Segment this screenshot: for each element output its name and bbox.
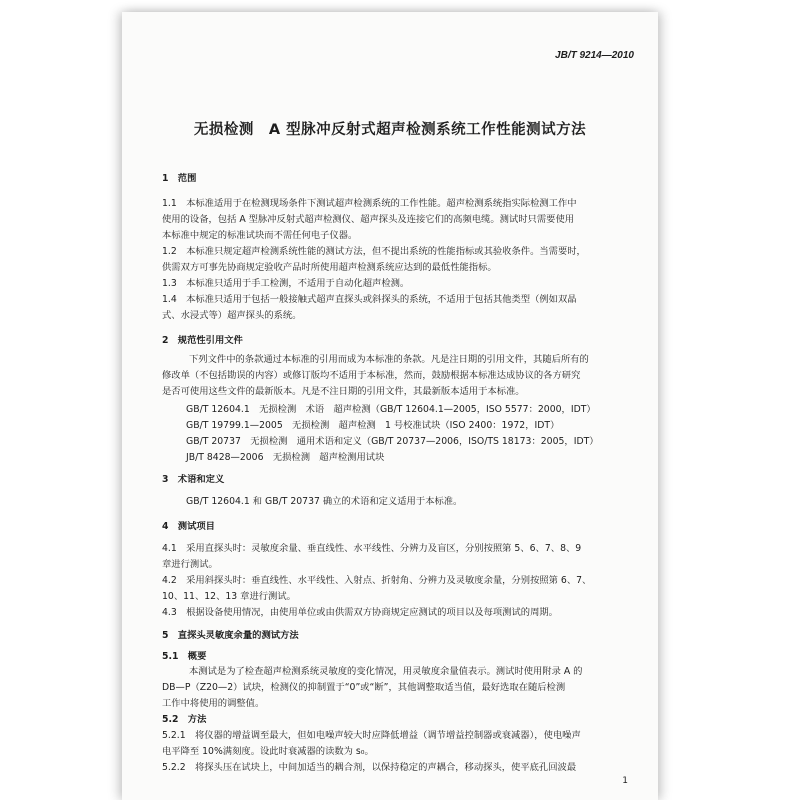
text-line: 4.2 采用斜探头时：垂直线性、水平线性、入射点、折射角、分辨力及灵敏度余量，分别按照第 6、7、	[162, 575, 592, 586]
text-line: 1.4 本标准只适用于包括一般接触式超声直探头或斜探头的系统，不适用于包括其他类型（例如双晶	[162, 294, 577, 305]
subsection-heading: 5.1 概要	[162, 651, 207, 662]
text-line: 本测试是为了检查超声检测系统灵敏度的变化情况，用灵敏度余量值表示。测试时使用附录 A 的	[189, 666, 583, 677]
text-line: 4.3 根据设备使用情况，由使用单位或由供需双方协商规定应测试的项目以及每项测试的周期。	[162, 607, 558, 618]
text-line: 本标准中规定的标准试块而不需任何电子仪器。	[162, 230, 358, 241]
text-line: 工作中将使用的调整值。	[162, 698, 265, 709]
text-line: 5.2.1 将仪器的增益调至最大，但如电噪声较大时应降低增益（调节增益控制器或衰减器），使电噪声	[162, 730, 581, 741]
section-heading: 3 术语和定义	[162, 474, 225, 485]
text-line: 电平降至 10%满刻度。设此时衰减器的读数为 s₀。	[162, 746, 374, 757]
text-line: 供需双方可事先协商规定验收产品时所使用超声检测系统应达到的最低性能指标。	[162, 262, 497, 273]
section-heading: 1 范围	[162, 173, 197, 184]
document-page	[122, 12, 658, 800]
text-line: 式、水浸式等）超声探头的系统。	[162, 310, 302, 321]
text-line: 下列文件中的条款通过本标准的引用而成为本标准的条款。凡是注日期的引用文件，其随后所有的	[189, 354, 589, 365]
text-line: 4.1 采用直探头时：灵敏度余量、垂直线性、水平线性、分辨力及盲区，分别按照第 5、6、7、8、9	[162, 543, 582, 554]
text-line: 修改单（不包括勘误的内容）或修订版均不适用于本标准，然而，鼓励根据本标准达成协议的各方研究	[162, 370, 581, 381]
reference-line: JB/T 8428—2006 无损检测 超声检测用试块	[186, 452, 385, 463]
reference-line: GB/T 19799.1—2005 无损检测 超声检测 1 号校准试块（ISO 2400：1972，IDT）	[186, 420, 560, 431]
standard-number: JB/T 9214—2010	[555, 50, 634, 61]
page-number: 1	[622, 776, 628, 786]
text-line: DB—P（Z20—2）试块，检测仪的抑制置于“0”或“断”，其他调整取适当值，最好选取在随后检测	[162, 682, 566, 693]
text-line: 1.3 本标准只适用于手工检测，不适用于自动化超声检测。	[162, 278, 410, 289]
subsection-heading: 5.2 方法	[162, 714, 207, 725]
document-title: 无损检测 A 型脉冲反射式超声检测系统工作性能测试方法	[193, 122, 587, 138]
section-heading: 5 直探头灵敏度余量的测试方法	[162, 630, 299, 641]
text-line: 1.2 本标准只规定超声检测系统性能的测试方法，但不提出系统的性能指标或其验收条件。当需要时，	[162, 246, 586, 257]
section-heading: 2 规范性引用文件	[162, 335, 243, 346]
reference-line: GB/T 20737 无损检测 通用术语和定义（GB/T 20737—2006，ISO/TS 18173：2005，IDT）	[186, 436, 599, 447]
text-line: 5.2.2 将探头压在试块上，中间加适当的耦合剂，以保持稳定的声耦合，移动探头，使平底孔回波最	[162, 762, 577, 773]
text-line: GB/T 12604.1 和 GB/T 20737 确立的术语和定义适用于本标准。	[186, 496, 463, 507]
reference-line: GB/T 12604.1 无损检测 术语 超声检测（GB/T 12604.1—2005，ISO 5577：2000，IDT）	[186, 404, 596, 415]
text-line: 1.1 本标准适用于在检测现场条件下测试超声检测系统的工作性能。超声检测系统指实际检测工作中	[162, 198, 577, 209]
text-line: 使用的设备，包括 A 型脉冲反射式超声检测仪、超声探头及连接它们的高频电缆。测试时只需要使用	[162, 214, 575, 225]
text-line: 是否可使用这些文件的最新版本。凡是不注日期的引用文件，其最新版本适用于本标准。	[162, 386, 525, 397]
section-heading: 4 测试项目	[162, 521, 215, 532]
text-line: 章进行测试。	[162, 559, 218, 570]
text-line: 10、11、12、13 章进行测试。	[162, 591, 296, 602]
